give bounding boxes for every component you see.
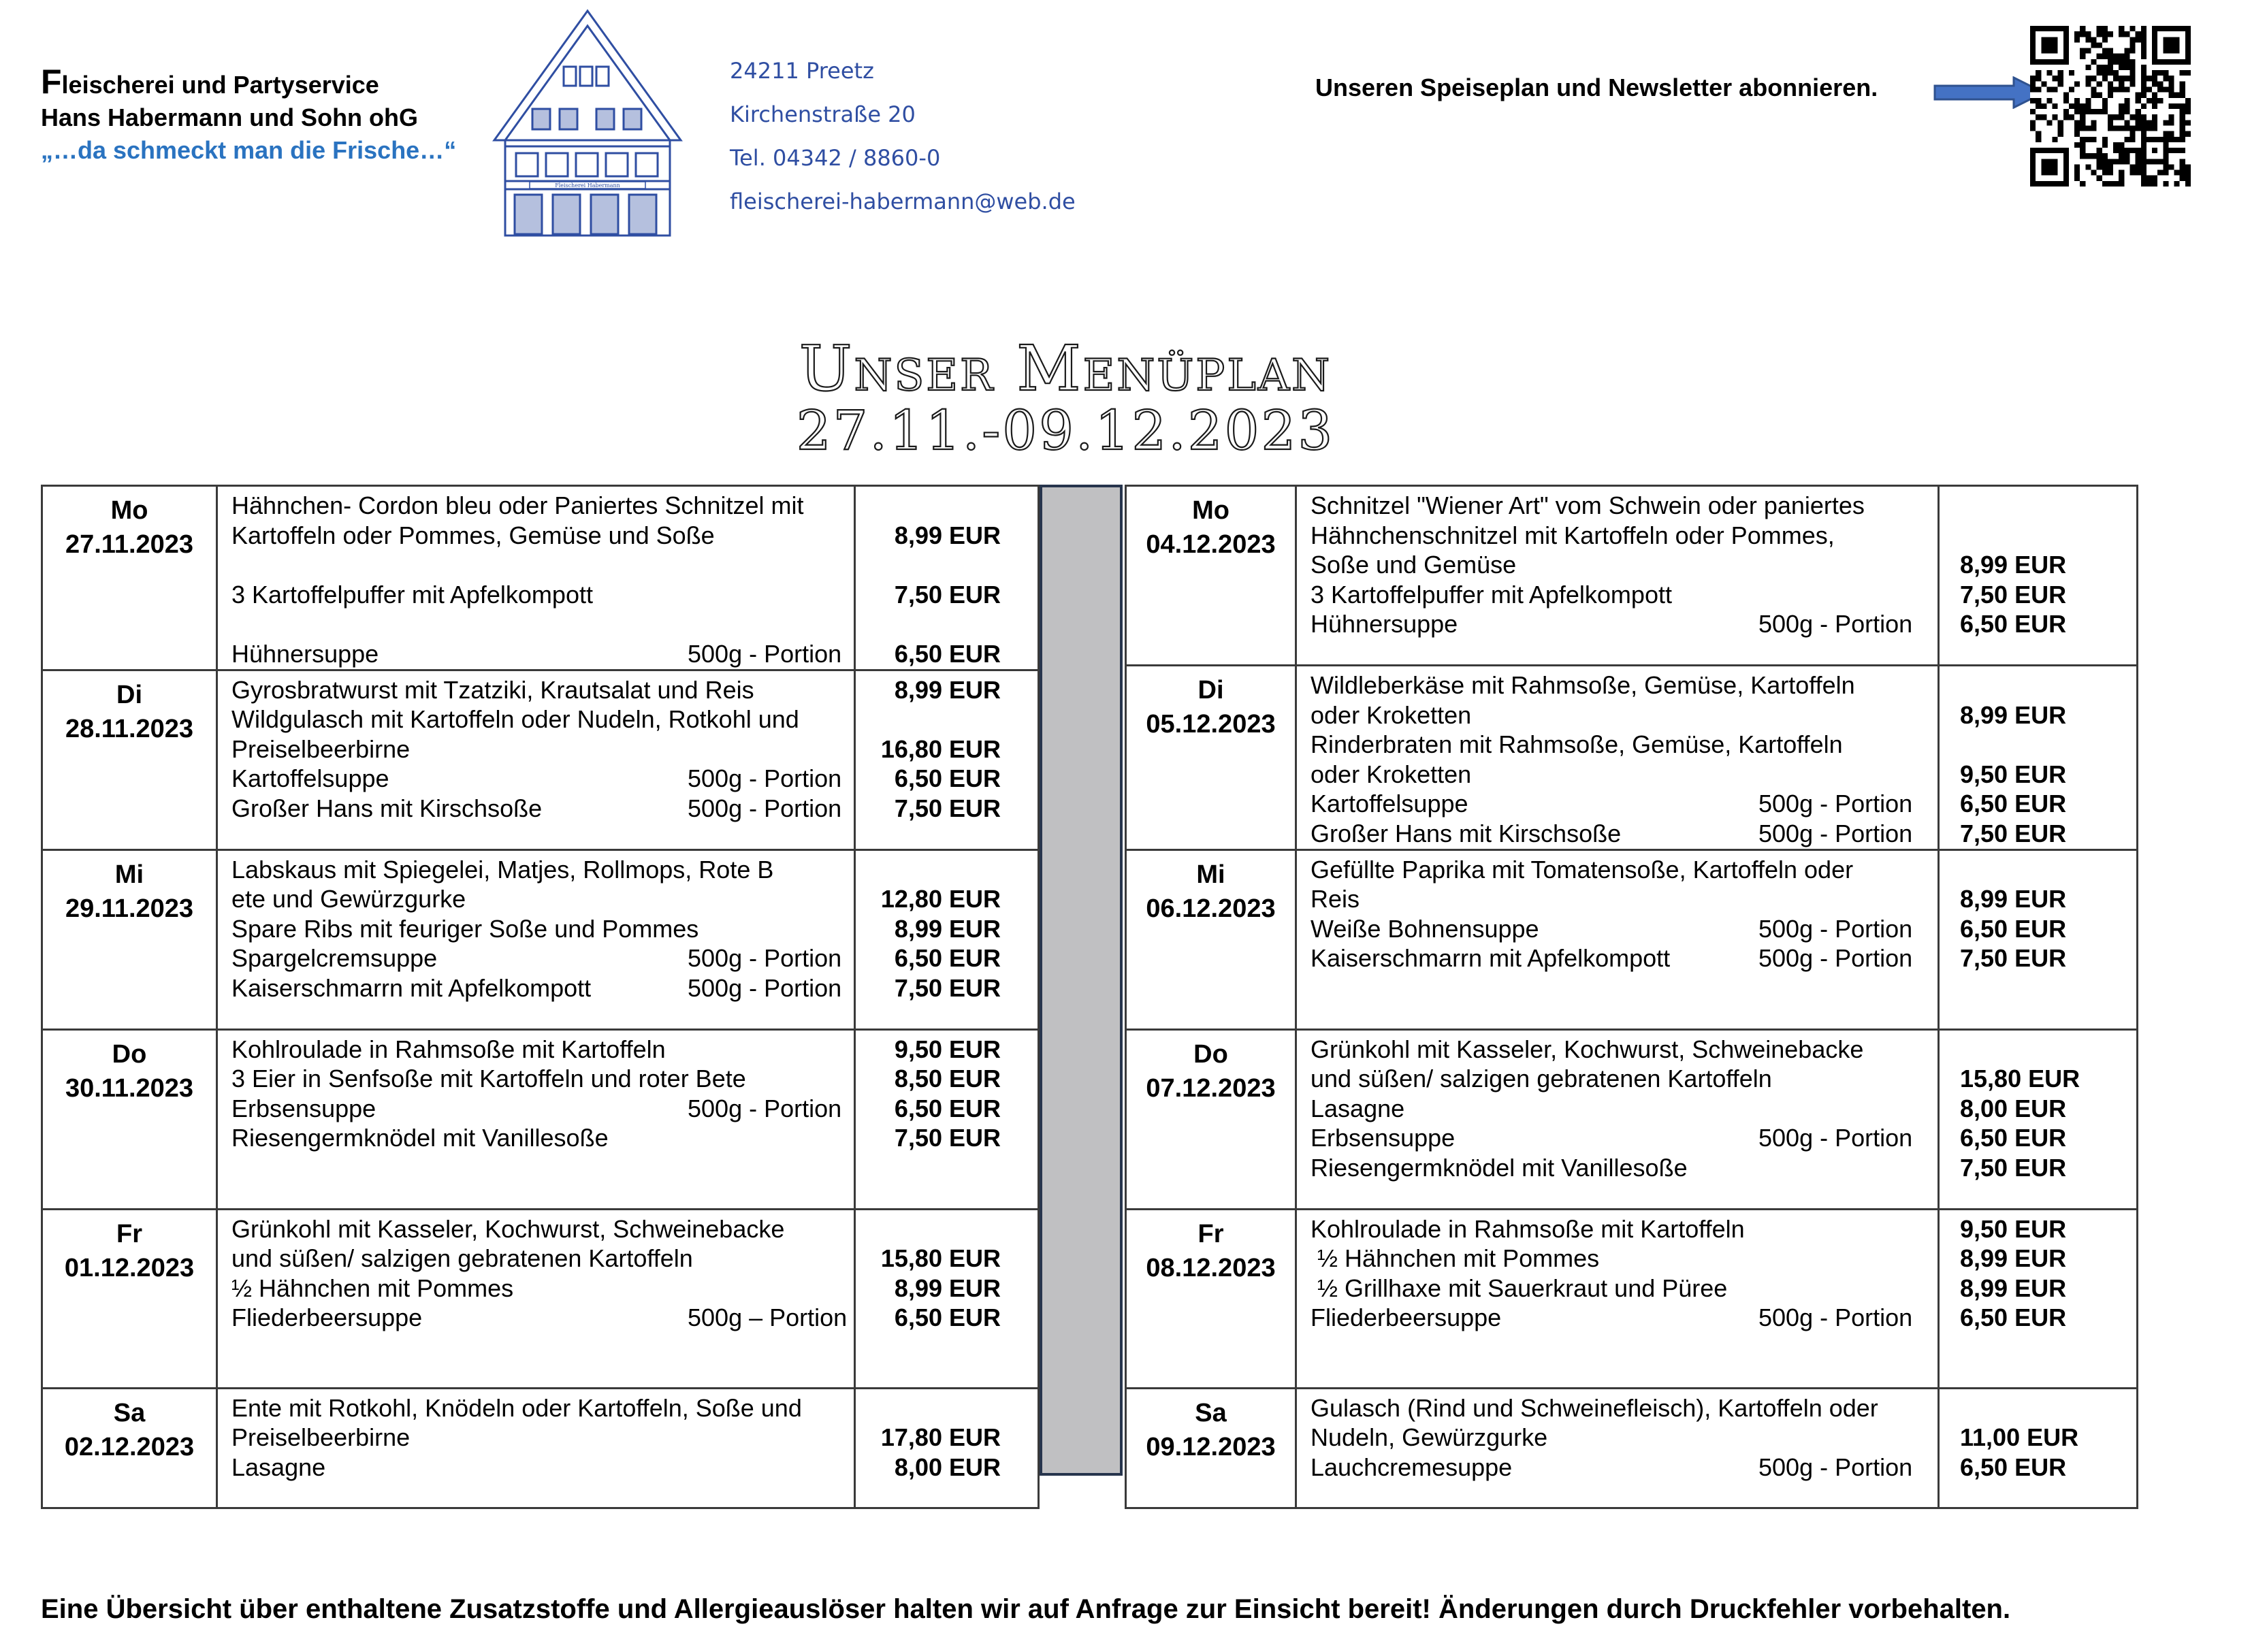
dish-line (231, 675, 854, 705)
dish-line (1311, 491, 1938, 521)
dish-text: Kaiserschmarrn mit Apfelkompott (1311, 944, 1671, 973)
prices-cell (1939, 849, 2138, 1029)
dishes-cell (1296, 1388, 1939, 1508)
dish-text: Spare Ribs mit feuriger Soße und Pommes (231, 914, 699, 943)
price-value (856, 1214, 1038, 1244)
dish-text: Wildgulasch mit Kartoffeln oder Nudeln, Rotkohl und (231, 705, 799, 734)
dish-line (231, 491, 854, 521)
price-value: 16,80 EUR (880, 734, 1001, 763)
price-value: 7,50 EUR (894, 794, 1001, 822)
dish-text: Hähnchenschnitzel mit Kartoffeln oder Pommes, (1311, 521, 1835, 549)
price-value (1940, 491, 2136, 521)
dish-line (231, 704, 854, 734)
price-value (856, 550, 1038, 580)
date-label: 04.12.2023 (1146, 530, 1276, 559)
menu-day-row (1126, 849, 2138, 1029)
weekday-label: Di (116, 680, 142, 709)
dish-line (1311, 914, 1938, 944)
dish-line (1311, 1393, 1938, 1423)
dish-text: Soße und Gemüse (1311, 551, 1517, 579)
dish-text: oder Kroketten (1311, 700, 1472, 729)
price-value (1940, 521, 2136, 551)
dish-line (1311, 760, 1938, 790)
dish-text: Kohlroulade in Rahmsoße mit Kartoffeln (231, 1035, 666, 1063)
price-value: 6,50 EUR (894, 764, 1001, 793)
dish-text: Lasagne (1311, 1094, 1405, 1122)
dish-text: Preiselbeerbirne (231, 734, 411, 763)
dish-line (1311, 1153, 1938, 1183)
price-value: 9,50 EUR (894, 1035, 1001, 1063)
dish-line (231, 1303, 854, 1333)
dish-text: Lasagne (231, 1453, 326, 1481)
menu-day-row (1126, 486, 2138, 666)
dish-line (231, 1094, 854, 1124)
address-block (730, 49, 1076, 223)
price-value: 6,50 EUR (894, 944, 1001, 973)
price-value: 6,50 EUR (894, 639, 1001, 668)
price-value (1940, 855, 2136, 885)
prices-cell (855, 1209, 1039, 1388)
dish-text: Lauchcremesuppe (1311, 1453, 1513, 1481)
company-block (41, 65, 456, 167)
dish-text: Hühnersuppe (231, 639, 379, 668)
dish-line (1311, 700, 1938, 730)
right-arrow-icon (1932, 76, 2046, 109)
weekday-label: Mi (114, 860, 144, 889)
price-value: 6,50 EUR (1960, 1124, 2067, 1152)
dish-text: Gyrosbratwurst mit Tzatziki, Krautsalat und Reis (231, 675, 754, 704)
price-value: 8,99 EUR (1960, 551, 2067, 579)
company-owner: Hans Habermann und Sohn ohG (41, 103, 419, 131)
price-value (1940, 1393, 2136, 1423)
day-cell (1126, 1029, 1296, 1209)
dishes-cell (1296, 666, 1939, 850)
dish-line (231, 1453, 854, 1483)
portion-size: 500g - Portion (688, 973, 842, 1002)
dish-line (1311, 730, 1938, 760)
day-cell (42, 849, 217, 1029)
price-value (1940, 1035, 2136, 1065)
dish-line (231, 1123, 854, 1153)
portion-size: 500g - Portion (1758, 944, 1913, 973)
dish-text: Kartoffeln oder Pommes, Gemüse und Soße (231, 521, 715, 549)
menu-title: Unser Menüplan (799, 332, 1332, 405)
dishes-cell (217, 849, 855, 1029)
dish-text: Ente mit Rotkohl, Knödeln oder Kartoffeln, Soße und (231, 1393, 802, 1422)
weekday-label: Do (1193, 1039, 1228, 1069)
day-cell (42, 1209, 217, 1388)
prices-cell (855, 1388, 1039, 1508)
price-value: 8,99 EUR (1960, 885, 2067, 913)
dish-text: ½ Grillhaxe mit Sauerkraut und Püree (1311, 1274, 1728, 1302)
menu-day-row (42, 849, 1039, 1029)
price-value: 6,50 EUR (1960, 914, 2067, 943)
svg-text:Fleischerei Habermann: Fleischerei Habermann (555, 182, 620, 189)
date-label: 06.12.2023 (1146, 894, 1276, 923)
dish-text: Nudeln, Gewürzgurke (1311, 1423, 1548, 1452)
dish-line (231, 1393, 854, 1423)
portion-size: 500g - Portion (688, 794, 842, 822)
dishes-cell (217, 1029, 855, 1209)
price-value: 6,50 EUR (1960, 790, 2067, 818)
dish-line (1311, 943, 1938, 973)
menu-date-range: 27.11.-09.12.2023 (796, 399, 1335, 462)
prices-cell (855, 849, 1039, 1029)
dish-line (231, 1244, 854, 1274)
prices-cell (855, 1029, 1039, 1209)
dish-line (231, 794, 854, 824)
weekday-label: Mi (1196, 860, 1225, 889)
price-value: 7,50 EUR (894, 580, 1001, 609)
price-value: 12,80 EUR (880, 885, 1001, 913)
dish-text: Schnitzel "Wiener Art" vom Schwein oder paniertes (1311, 491, 1865, 519)
price-value: 7,50 EUR (1960, 819, 2067, 847)
price-value: 6,50 EUR (1960, 610, 2067, 638)
dish-line (231, 609, 854, 639)
price-value: 8,50 EUR (894, 1065, 1001, 1093)
day-cell (42, 1029, 217, 1209)
price-value: 6,50 EUR (894, 1094, 1001, 1122)
price-value: 17,80 EUR (880, 1423, 1001, 1452)
price-value: 11,00 EUR (1960, 1423, 2079, 1452)
menu-day-row (1126, 1388, 2138, 1508)
dish-line (231, 1423, 854, 1453)
date-label: 02.12.2023 (64, 1432, 195, 1461)
dish-line (1311, 789, 1938, 819)
price-value (856, 491, 1038, 521)
weekday-label: Di (1197, 676, 1224, 704)
dish-text: Rinderbraten mit Rahmsoße, Gemüse, Kartoffeln (1311, 730, 1843, 759)
dish-line (231, 1214, 854, 1244)
weekday-label: Sa (113, 1398, 146, 1427)
portion-size: 500g - Portion (688, 639, 842, 668)
menu-table-week2 (1125, 485, 2138, 1509)
dishes-cell (217, 1209, 855, 1388)
dish-text: Kartoffelsuppe (1311, 790, 1468, 818)
dish-line (1311, 855, 1938, 885)
price-value: 7,50 EUR (894, 1124, 1001, 1152)
dish-text: ½ Hähnchen mit Pommes (231, 1274, 514, 1302)
dish-text: Großer Hans mit Kirschsoße (231, 794, 543, 822)
weekday-label: Mo (110, 496, 148, 525)
price-value: 6,50 EUR (1960, 1453, 2067, 1481)
prices-cell (1939, 1209, 2138, 1388)
dish-line (231, 943, 854, 973)
dish-text: 3 Kartoffelpuffer mit Apfelkompott (231, 580, 593, 609)
address-email[interactable]: fleischerei-habermann@web.de (730, 189, 1076, 214)
portion-size: 500g - Portion (1758, 1124, 1913, 1152)
dish-line (1311, 1274, 1938, 1303)
dish-text: Großer Hans mit Kirschsoße (1311, 819, 1622, 847)
dish-text: ete und Gewürzgurke (231, 885, 466, 913)
date-label: 30.11.2023 (65, 1073, 194, 1103)
dish-line (1311, 1453, 1938, 1483)
portion-size: 500g - Portion (1758, 1303, 1913, 1332)
dishes-cell (217, 486, 855, 670)
dish-text: Hähnchen- Cordon bleu oder Paniertes Schnitzel mit (231, 491, 804, 519)
price-value: 7,50 EUR (1960, 1153, 2067, 1182)
menu-table-week1 (41, 485, 1040, 1509)
weekday-label: Fr (116, 1219, 142, 1248)
portion-size: 500g - Portion (1758, 914, 1913, 943)
price-value: 8,99 EUR (894, 521, 1001, 549)
price-value (856, 704, 1038, 734)
dish-line (1311, 1423, 1938, 1453)
dish-text: Riesengermknödel mit Vanillesoße (1311, 1153, 1688, 1182)
date-label: 27.11.2023 (65, 530, 194, 559)
menu-day-row (42, 1029, 1039, 1209)
dish-text: oder Kroketten (1311, 760, 1472, 788)
dish-text: Wildleberkäse mit Rahmsoße, Gemüse, Kartoffeln (1311, 671, 1855, 699)
price-value: 8,99 EUR (1960, 1274, 2067, 1302)
weekday-label: Sa (1195, 1398, 1227, 1427)
portion-size: 500g - Portion (1758, 610, 1913, 638)
day-cell (1126, 666, 1296, 850)
dish-line (1311, 580, 1938, 610)
dish-text: Erbsensuppe (1311, 1124, 1456, 1152)
date-label: 07.12.2023 (1146, 1073, 1276, 1103)
dish-line (1311, 884, 1938, 914)
dish-line (231, 639, 854, 669)
price-value: 8,99 EUR (894, 675, 1001, 704)
menu-day-row (42, 670, 1039, 849)
dish-text: Weiße Bohnensuppe (1311, 914, 1539, 943)
dish-line (1311, 1123, 1938, 1153)
dishes-cell (1296, 849, 1939, 1029)
house-logo-icon (489, 7, 686, 238)
dish-line (231, 550, 854, 580)
menu-day-row (42, 1388, 1039, 1508)
price-value: 7,50 EUR (1960, 944, 2067, 973)
date-label: 08.12.2023 (1146, 1253, 1276, 1282)
price-value: 15,80 EUR (1960, 1065, 2080, 1093)
dish-text: Gefüllte Paprika mit Tomatensoße, Kartoffeln oder (1311, 855, 1854, 884)
price-value (856, 855, 1038, 885)
dish-line (1311, 1244, 1938, 1274)
prices-cell (1939, 666, 2138, 850)
price-value: 15,80 EUR (880, 1244, 1001, 1273)
price-value: 7,50 EUR (894, 973, 1001, 1002)
dish-text: Erbsensuppe (231, 1094, 376, 1122)
dish-line (1311, 521, 1938, 551)
portion-size: 500g - Portion (688, 764, 842, 793)
portion-size: 500g – Portion (688, 1303, 848, 1332)
date-label: 05.12.2023 (1146, 710, 1276, 739)
company-name: Fleischerei und Partyservice (41, 63, 379, 101)
day-cell (42, 486, 217, 670)
day-cell (42, 670, 217, 849)
date-label: 29.11.2023 (65, 894, 194, 923)
day-cell (1126, 849, 1296, 1029)
dish-line (1311, 1064, 1938, 1094)
center-divider (1040, 485, 1123, 1476)
dish-line (1311, 609, 1938, 639)
dishes-cell (1296, 1209, 1939, 1388)
prices-cell (855, 486, 1039, 670)
menu-day-row (42, 1209, 1039, 1388)
prices-cell (855, 670, 1039, 849)
menu-day-row (1126, 1029, 2138, 1209)
dish-text: 3 Kartoffelpuffer mit Apfelkompott (1311, 580, 1672, 609)
dish-text: ½ Hähnchen mit Pommes (1311, 1244, 1600, 1273)
price-value (856, 1393, 1038, 1423)
prices-cell (1939, 1029, 2138, 1209)
price-value: 8,99 EUR (1960, 700, 2067, 729)
qr-code-icon[interactable] (2030, 26, 2191, 187)
dish-line (1311, 1214, 1938, 1244)
dish-text: 3 Eier in Senfsoße mit Kartoffeln und roter Bete (231, 1065, 746, 1093)
dish-line (231, 1035, 854, 1065)
price-value: 9,50 EUR (1960, 1214, 2067, 1243)
slogan: „…da schmeckt man die Frische…“ (41, 136, 457, 164)
dish-line (1311, 1094, 1938, 1124)
price-value: 8,99 EUR (894, 1274, 1001, 1302)
menu-day-row (1126, 1209, 2138, 1388)
day-cell (1126, 486, 1296, 666)
address-city: 24211 Preetz (730, 58, 874, 84)
dish-text: Riesengermknödel mit Vanillesoße (231, 1124, 609, 1152)
dish-text: Spargelcremsuppe (231, 944, 438, 973)
dish-text: Gulasch (Rind und Schweinefleisch), Kartoffeln oder (1311, 1393, 1878, 1422)
price-value: 8,00 EUR (894, 1453, 1001, 1481)
portion-size: 500g - Portion (1758, 819, 1913, 847)
prices-cell (1939, 1388, 2138, 1508)
dish-line (1311, 819, 1938, 849)
dish-text: und süßen/ salzigen gebratenen Kartoffeln (1311, 1065, 1772, 1093)
allergy-notice: Eine Übersicht über enthaltene Zusatzstoffe und Allergieauslöser halten wir auf Anfrage zur Einsicht bereit! Änderungen durch Druckfehler vorbehalten. (41, 1594, 2011, 1624)
price-value: 9,50 EUR (1960, 760, 2067, 788)
prices-cell (1939, 486, 2138, 666)
price-value (1940, 730, 2136, 760)
price-value: 7,50 EUR (1960, 580, 2067, 609)
price-value (856, 609, 1038, 639)
menu-day-row (42, 486, 1039, 670)
portion-size: 500g - Portion (688, 944, 842, 973)
dish-text: Grünkohl mit Kasseler, Kochwurst, Schweinebacke (1311, 1035, 1864, 1063)
dish-line (231, 884, 854, 914)
price-value (1940, 670, 2136, 700)
price-value: 6,50 EUR (1960, 1303, 2067, 1332)
date-label: 01.12.2023 (64, 1253, 195, 1282)
dish-line (231, 1274, 854, 1303)
menu-day-row (1126, 666, 2138, 850)
address-phone: Tel. 04342 / 8860-0 (730, 145, 941, 171)
dishes-cell (1296, 486, 1939, 666)
portion-size: 500g - Portion (688, 1094, 842, 1122)
address-street: Kirchenstraße 20 (730, 101, 916, 127)
weekday-label: Do (112, 1039, 147, 1069)
dish-text: Fliederbeersuppe (1311, 1303, 1502, 1332)
price-value: 8,99 EUR (894, 914, 1001, 943)
dish-text: Kartoffelsuppe (231, 764, 389, 793)
weekday-label: Mo (1192, 496, 1229, 525)
subscribe-text: Unseren Speiseplan und Newsletter abonnieren. (1315, 74, 1878, 101)
day-cell (42, 1388, 217, 1508)
dish-line (1311, 1035, 1938, 1065)
dish-line (231, 764, 854, 794)
dish-text: Preiselbeerbirne (231, 1423, 411, 1452)
dish-line (1311, 1303, 1938, 1333)
dish-text: und süßen/ salzigen gebratenen Kartoffeln (231, 1244, 693, 1273)
portion-size: 500g - Portion (1758, 1453, 1913, 1481)
day-cell (1126, 1209, 1296, 1388)
dishes-cell (1296, 1029, 1939, 1209)
dishes-cell (217, 670, 855, 849)
dishes-cell (217, 1388, 855, 1508)
date-label: 09.12.2023 (1146, 1432, 1276, 1461)
price-value: 6,50 EUR (894, 1303, 1001, 1332)
price-value: 8,99 EUR (1960, 1244, 2067, 1273)
dish-line (1311, 550, 1938, 580)
day-cell (1126, 1388, 1296, 1508)
price-value: 8,00 EUR (1960, 1094, 2067, 1122)
portion-size: 500g - Portion (1758, 790, 1913, 818)
dish-text: Hühnersuppe (1311, 610, 1458, 638)
dish-line (1311, 670, 1938, 700)
dish-line (231, 734, 854, 764)
dish-line (231, 855, 854, 885)
dish-line (231, 580, 854, 610)
dish-line (231, 1064, 854, 1094)
dish-text: Grünkohl mit Kasseler, Kochwurst, Schweinebacke (231, 1214, 785, 1243)
dish-line (231, 521, 854, 551)
dish-text: Kaiserschmarrn mit Apfelkompott (231, 973, 592, 1002)
dish-line (231, 914, 854, 944)
date-label: 28.11.2023 (65, 714, 194, 743)
dish-text: Kohlroulade in Rahmsoße mit Kartoffeln (1311, 1214, 1745, 1243)
dish-line (231, 973, 854, 1003)
weekday-label: Fr (1197, 1219, 1224, 1248)
dish-text: Labskaus mit Spiegelei, Matjes, Rollmops, Rote B (231, 855, 774, 884)
dish-text: Fliederbeersuppe (231, 1303, 423, 1332)
dish-text: Reis (1311, 885, 1360, 913)
